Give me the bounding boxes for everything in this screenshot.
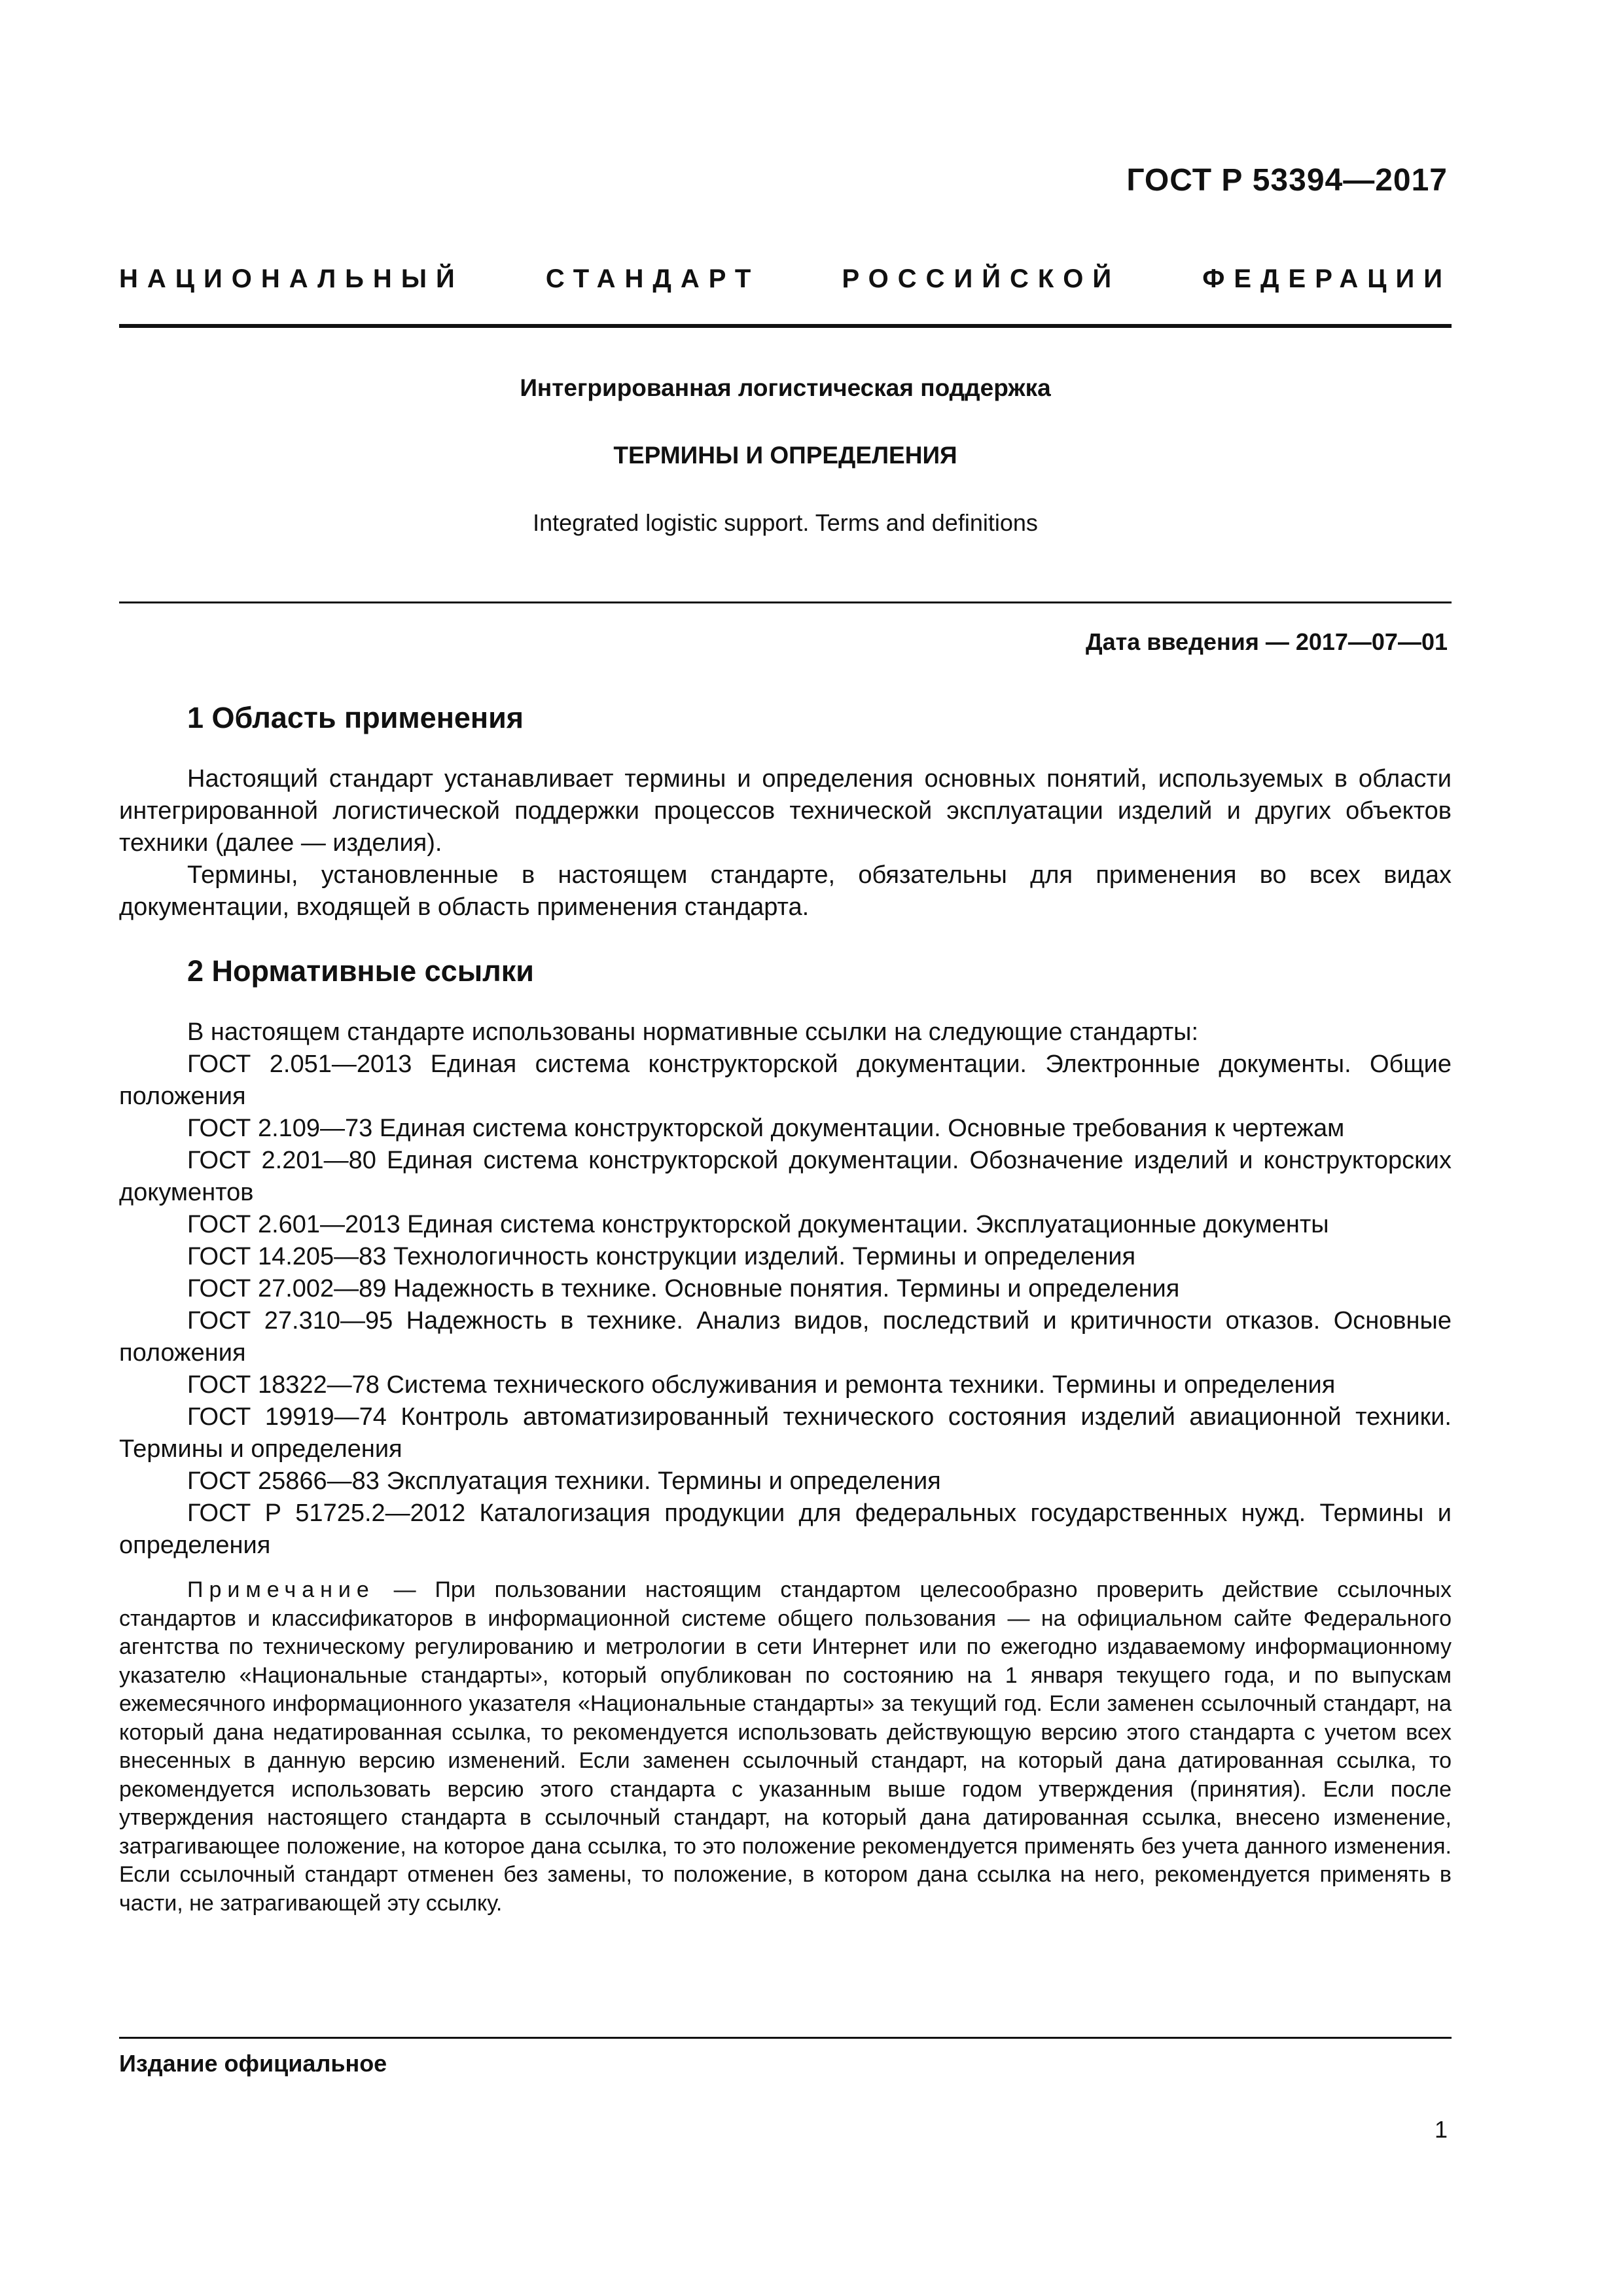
reference-item: ГОСТ 2.109—73 Единая система конструкторской документации. Основные требования к чертежам (187, 1115, 1345, 1142)
reference-item: ГОСТ 14.205—83 Технологичность конструкции изделий. Термины и определения (187, 1243, 1136, 1270)
reference-item: ГОСТ 18322—78 Система технического обслуживания и ремонта техники. Термины и определения (187, 1371, 1336, 1399)
note-text: — При пользовании настоящим стандартом целесообразно проверить действие ссылочных стандартов и классификаторов в информационной системе общего пользования — на официальном сайте Федерального агентства по техническому регулированию и метрологии в сети Интернет или по ежегодно издаваемому информационному указателю «Национальные стандарты», который опубликован по состоянию на 1 января текущего года, и по выпускам ежемесячного информационного указателя «Национальные стандарты» за текущий год. Если заменен ссылочный стандарт, на который дана недатированная ссылка, то рекомендуется использовать действующую версию этого стандарта с учетом всех внесенных в данную версию изменений. Если заменен ссылочный стандарт, на который дана датированная ссылка, то рекомендуется использовать версию этого стандарта с указанным выше годом утверждения (принятия). Если после утверждения настоящего стандарта в ссылочный стандарт, на который дана датированная ссылка, внесено изменение, затрагивающее положение, на которое дана ссылка, то это положение рекомендуется применять без учета данного изменения. Если ссылочный стандарт отменен без замены, то положение, в котором дана ссылка на него, рекомендуется применять в части, не затрагивающей эту ссылку. (119, 1577, 1452, 1916)
official-edition-label: Издание официальное (119, 2050, 387, 2077)
paragraph: Термины, установленные в настоящем стандарте, обязательны для применения во всех видах документации, входящей в область применения стандарта. (119, 861, 1452, 921)
banner-word: НАЦИОНАЛЬНЫЙ (119, 264, 464, 293)
banner-word: ФЕДЕРАЦИИ (1202, 264, 1452, 293)
reference-item: ГОСТ Р 51725.2—2012 Каталогизация продукции для федеральных государственных нужд. Термины и определения (119, 1499, 1452, 1559)
paragraph: Настоящий стандарт устанавливает термины и определения основных понятий, используемых в области интегрированной логистической поддержки процессов технической эксплуатации изделий и других объектов техники (далее — изделия). (119, 765, 1452, 857)
section-heading-references: 2 Нормативные ссылки (187, 954, 534, 988)
reference-item: ГОСТ 25866—83 Эксплуатация техники. Термины и определения (187, 1467, 941, 1495)
page-number: 1 (1434, 2116, 1448, 2143)
national-standard-banner (119, 264, 1452, 294)
banner-word: СТАНДАРТ (545, 264, 760, 293)
introduction-date: Дата введения — 2017—07—01 (1085, 628, 1448, 655)
document-title-english: Integrated logistic support. Terms and definitions (533, 509, 1038, 536)
header-divider (119, 324, 1452, 328)
reference-item: ГОСТ 2.201—80 Единая система конструкторской документации. Обозначение изделий и конструкторских документов (119, 1147, 1452, 1206)
document-title: ТЕРМИНЫ И ОПРЕДЕЛЕНИЯ (613, 442, 957, 469)
reference-item: ГОСТ 2.051—2013 Единая система конструкторской документации. Электронные документы. Общие положения (119, 1050, 1452, 1110)
reference-item: ГОСТ 2.601—2013 Единая система конструкторской документации. Эксплуатационные документы (187, 1211, 1329, 1238)
standard-number: ГОСТ Р 53394—2017 (1126, 163, 1448, 198)
footer-divider (119, 2037, 1452, 2039)
note-label: Примечание (187, 1577, 375, 1602)
reference-item: ГОСТ 19919—74 Контроль автоматизированный технического состояния изделий авиационной техники. Термины и определения (119, 1403, 1452, 1463)
references-intro: В настоящем стандарте использованы нормативные ссылки на следующие стандарты: (187, 1018, 1199, 1046)
note-paragraph (119, 1576, 1452, 1918)
document-body (119, 700, 1452, 1918)
banner-word: РОССИЙСКОЙ (842, 264, 1121, 293)
reference-item: ГОСТ 27.310—95 Надежность в технике. Анализ видов, последствий и критичности отказов. Основные положения (119, 1307, 1452, 1367)
document-subject: Интегрированная логистическая поддержка (520, 374, 1051, 401)
title-divider (119, 601, 1452, 603)
section-heading-scope: 1 Область применения (187, 701, 524, 734)
reference-item: ГОСТ 27.002—89 Надежность в технике. Основные понятия. Термины и определения (187, 1275, 1180, 1302)
